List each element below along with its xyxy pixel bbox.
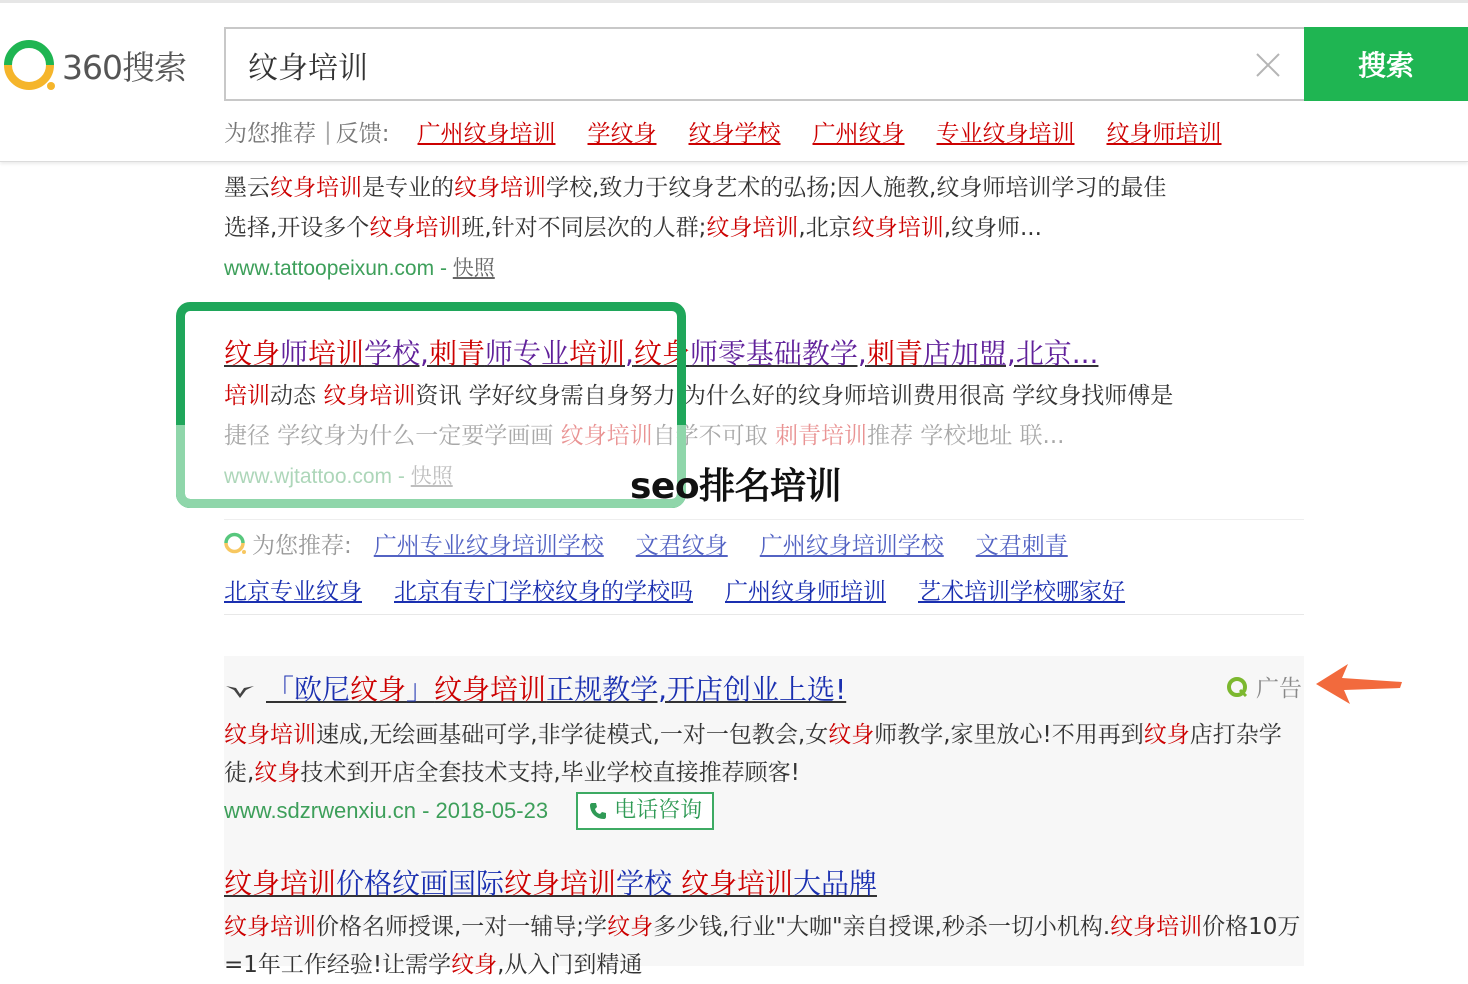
- ad-title-row: [224, 670, 846, 710]
- rec-link[interactable]: 专业纹身培训: [936, 121, 1075, 147]
- search-box: [224, 27, 1304, 101]
- snippet-line: 墨云纹身培训是专业的纹身培训学校,致力于纹身艺术的弘扬;因人施教,纹身师培训学习的最佳: [224, 175, 1167, 201]
- related-row: [224, 566, 1304, 612]
- search-button[interactable]: 搜索: [1304, 27, 1468, 101]
- ad-snippet: 纹身培训价格名师授课,一对一辅导;学纹身多少钱,行业"大咖"亲自授课,秒杀一切小机构.纹身培训价格10万=1年工作经验!让需学纹身,从入门到精通: [224, 914, 1301, 978]
- ad-snippet: 纹身培训速成,无绘画基础可学,非学徒模式,一对一包教会,女纹身师教学,家里放心!不用再到纹身店打杂学徒,纹身技术到开店全套技术支持,毕业学校直接推荐顾客!: [224, 722, 1282, 786]
- logo-text: 360搜索: [62, 47, 186, 87]
- related-row: [224, 520, 1304, 566]
- ad-url-line: www.sdzrwenxiu.cn - 2018-05-23 电话咨询: [224, 792, 714, 830]
- related-searches: [224, 519, 1304, 615]
- ad-leaf-icon: [1226, 676, 1248, 698]
- ad-title-link[interactable]: 纹身培训价格纹画国际纹身培训学校 纹身培训大品牌: [224, 867, 877, 900]
- related-link[interactable]: 北京有专门学校纹身的学校吗: [394, 578, 693, 605]
- result-snippet: [224, 376, 1324, 456]
- phone-button-label: 电话咨询: [614, 798, 703, 823]
- search-input[interactable]: [246, 39, 1230, 91]
- result-url-line: www.wjtattoo.com - 快照: [224, 464, 453, 488]
- result-url-line: www.tattoopeixun.com - 快照: [224, 256, 495, 280]
- 360-logo-icon: [4, 39, 56, 91]
- annotation-arrow-icon: [1314, 660, 1406, 706]
- ad-date: 2018-05-23: [435, 798, 549, 823]
- feedback-label[interactable]: 反馈:: [335, 121, 390, 147]
- related-link[interactable]: 艺术培训学校哪家好: [918, 578, 1125, 605]
- phone-consult-button[interactable]: [576, 792, 714, 830]
- ad-label: 广告: [1256, 676, 1302, 702]
- ad-url[interactable]: www.sdzrwenxiu.cn: [224, 798, 416, 823]
- recommend-label: 为您推荐: [224, 121, 316, 147]
- rec-link[interactable]: 广州纹身: [812, 121, 905, 147]
- rec-link[interactable]: 广州纹身培训: [417, 121, 556, 147]
- rec-link[interactable]: 学纹身: [587, 121, 657, 147]
- advertiser-favicon-icon: [224, 680, 256, 700]
- search-result: [224, 168, 1304, 289]
- snapshot-link[interactable]: 快照: [452, 256, 495, 280]
- search-header: [0, 3, 1468, 162]
- recommend-bar: [224, 115, 1222, 148]
- rec-link[interactable]: 纹身师培训: [1106, 121, 1222, 147]
- logo[interactable]: [4, 39, 186, 91]
- snapshot-link[interactable]: 快照: [410, 464, 453, 488]
- ad-title-link[interactable]: 「欧尼纹身」纹身培训正规教学,开店创业上选!: [266, 673, 847, 706]
- phone-icon: [588, 801, 608, 821]
- divider: |: [324, 118, 332, 145]
- snippet-line: 捷径 学纹身为什么一定要学画画 纹身培训自学不可取 刺青培训推荐 学校地址 联...: [224, 423, 1065, 449]
- related-link[interactable]: 北京专业纹身: [224, 578, 362, 605]
- result-url[interactable]: www.wjtattoo.com: [224, 465, 393, 488]
- result-title-link[interactable]: 纹身师培训学校,刺青师专业培训,纹身师零基础教学,刺青店加盟,北京...: [224, 337, 1099, 370]
- result-snippet: [224, 168, 1304, 248]
- watermark-overlay-text: seo排名培训: [630, 466, 842, 507]
- 360-small-logo-icon: [224, 532, 246, 554]
- related-link[interactable]: 广州专业纹身培训学校: [373, 532, 604, 559]
- related-link[interactable]: 文君刺青: [975, 532, 1068, 559]
- clear-icon[interactable]: [1254, 51, 1282, 79]
- ad-badge[interactable]: [1226, 670, 1302, 703]
- rec-link[interactable]: 纹身学校: [688, 121, 781, 147]
- result-url[interactable]: www.tattoopeixun.com: [224, 257, 435, 280]
- snippet-line: 选择,开设多个纹身培训班,针对不同层次的人群;纹身培训,北京纹身培训,纹身师...: [224, 215, 1042, 241]
- snippet-line: 培训动态 纹身培训资讯 学好纹身需自身努力 为什么好的纹身师培训费用很高 学纹身找师傅是: [224, 383, 1174, 409]
- related-link[interactable]: 广州纹身培训学校: [759, 532, 944, 559]
- related-label: 为您推荐:: [252, 532, 352, 559]
- related-link[interactable]: 文君纹身: [635, 532, 728, 559]
- related-link[interactable]: 广州纹身师培训: [725, 578, 886, 605]
- ad-block: [224, 656, 1304, 978]
